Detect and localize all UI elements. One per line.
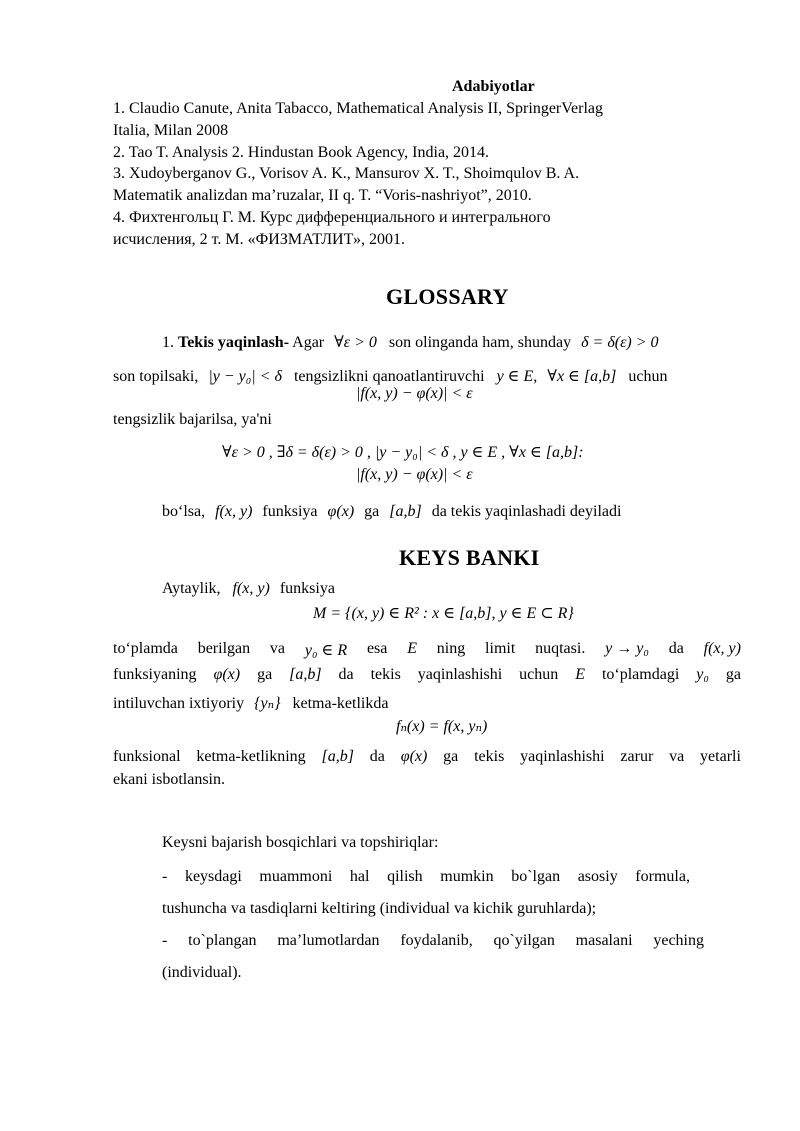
math-formula: ∀ε > 0 , ∃δ = δ(ε) > 0 , |y − y₀| < δ , y ∈ E , ∀x ∈ [a,b]: xyxy=(222,444,584,461)
text: bo`lgan xyxy=(511,868,561,885)
reference-line: 3. Xudoyberganov G., Vorisov A. K., Mansurov X. T., Shoimqulov B. A. xyxy=(113,165,580,182)
text: to‘plamdagi xyxy=(601,666,680,683)
math-formula: E xyxy=(407,640,417,657)
text: - xyxy=(162,868,168,885)
text: (individual). xyxy=(162,964,242,981)
text: esa xyxy=(366,640,388,657)
math-formula: ∀x ∈ [a,b] xyxy=(547,368,617,385)
text: son olinganda ham, shunday xyxy=(388,334,572,351)
math-formula: y₀ ∈ R xyxy=(304,642,348,659)
math-formula: ∀ε > 0 xyxy=(334,334,377,351)
keys-line-5 xyxy=(113,693,388,713)
text: berilgan xyxy=(197,640,251,657)
keys-line-1 xyxy=(162,580,335,598)
text: keysdagi xyxy=(184,868,242,885)
text: to`plangan xyxy=(188,932,257,949)
math-formula: M = {(x, y) ∈ R² : x ∈ [a,b], y ∈ E ⊂ R} xyxy=(313,605,574,622)
glossary-number: 1. xyxy=(162,334,174,351)
text: ga xyxy=(257,666,273,683)
reference-line: 1. Claudio Canute, Anita Tabacco, Mathematical Analysis II, SpringerVerlag xyxy=(113,100,604,117)
task-line-1 xyxy=(162,868,690,886)
math-formula: fₙ(x) = f(x, yₙ) xyxy=(396,718,488,735)
text: da xyxy=(668,640,684,657)
text: Agar xyxy=(292,334,325,351)
text: ekani isbotlansin. xyxy=(113,771,225,788)
text: tengsizlik bajarilsa, ya'ni xyxy=(113,411,272,428)
text: ning xyxy=(436,640,466,657)
text: hal xyxy=(349,868,370,885)
text: masalani xyxy=(575,932,633,949)
text: yaqinlashishi xyxy=(417,666,503,683)
text: tekis xyxy=(474,748,505,765)
text: yetarli xyxy=(700,748,741,765)
text: asosiy xyxy=(577,868,618,885)
text: to‘plamda xyxy=(113,640,178,657)
text: muammoni xyxy=(259,868,333,885)
keys-line-3 xyxy=(113,640,741,660)
math-formula: δ = δ(ε) > 0 xyxy=(581,334,659,351)
text: funksiyaning xyxy=(113,666,197,683)
text: da xyxy=(369,748,385,765)
reference-line: исчисления, 2 т. М. «ФИЗМАТЛИТ», 2001. xyxy=(113,231,405,248)
math-formula: y₀ xyxy=(696,666,709,683)
keys-line-4 xyxy=(113,666,741,684)
math-formula: y ∈ E xyxy=(496,368,534,385)
glossary-line-1 xyxy=(162,332,659,352)
text: va xyxy=(269,640,286,657)
text: uchun xyxy=(519,666,559,683)
math-formula: {yₙ} xyxy=(254,695,281,712)
text: ga xyxy=(364,503,380,520)
text: va xyxy=(669,748,685,765)
text: ketma-ketlikda xyxy=(292,695,389,712)
tasks-title: Keysni bajarish bosqichlari va topshiriqlar: xyxy=(162,834,439,851)
math-formula: φ(x) xyxy=(400,748,428,765)
text: ketma-ketlikning xyxy=(196,748,306,765)
text: ga xyxy=(725,666,741,683)
text: zarur xyxy=(620,748,654,765)
math-formula: [a,b] xyxy=(389,503,422,520)
text: - xyxy=(162,932,168,949)
reference-line: Italia, Milan 2008 xyxy=(113,122,229,139)
text: limit xyxy=(485,640,516,657)
text: mumkin xyxy=(440,868,494,885)
text: ga xyxy=(443,748,459,765)
text: Aytaylik, xyxy=(162,580,221,597)
glossary-term: Tekis yaqinlash- xyxy=(178,334,290,351)
glossary-line-3 xyxy=(162,503,621,521)
text: bo‘lsa, xyxy=(162,503,206,520)
text: tengsizlikni qanoatlantiruvchi xyxy=(293,368,485,385)
math-formula: |f(x, y) − φ(x)| < ε xyxy=(356,385,473,402)
keys-line-7 xyxy=(113,748,741,766)
keys-title: KEYS BANKI xyxy=(399,545,540,570)
math-formula: φ(x) xyxy=(327,503,355,520)
math-formula: [a,b] xyxy=(289,666,322,683)
text: da xyxy=(338,666,354,683)
math-formula: [a,b] xyxy=(321,748,354,765)
reference-line: Matematik analizdan ma’ruzalar, II q. T. “Voris-nashriyot”, 2010. xyxy=(113,187,532,204)
glossary-line-2 xyxy=(113,366,667,386)
text: intiluvchan ixtiyoriy xyxy=(113,695,245,712)
math-formula: f(x, y) xyxy=(215,503,253,520)
text: funksiya xyxy=(279,580,335,597)
text: da tekis yaqinlashadi deyiladi xyxy=(431,503,622,520)
text: foydalanib, xyxy=(400,932,473,949)
task-line-3 xyxy=(162,932,704,950)
math-formula: f(x, y) xyxy=(232,580,270,597)
references-title: Adabiyotlar xyxy=(452,78,535,95)
text: nuqtasi. xyxy=(535,640,586,657)
text: son topilsaki, xyxy=(113,368,199,385)
text: uchun xyxy=(628,368,668,385)
text: yaqinlashishi xyxy=(520,748,605,765)
text: funksional xyxy=(113,748,181,765)
reference-line: 4. Фихтенгольц Г. М. Курс дифференциального и интегрального xyxy=(113,209,551,226)
reference-line: 2. Tao T. Analysis 2. Hindustan Book Agency, India, 2014. xyxy=(113,144,490,161)
text: tushuncha va tasdiqlarni keltiring (individual va kichik guruhlarda); xyxy=(162,900,597,917)
math-formula: E xyxy=(575,666,585,683)
text: tekis xyxy=(370,666,401,683)
math-formula: |y − y₀| < δ xyxy=(208,368,282,385)
math-formula: y → y₀ xyxy=(605,640,649,657)
text: qilish xyxy=(387,868,423,885)
text: ma’lumotlardan xyxy=(277,932,380,949)
text: funksiya xyxy=(262,503,318,520)
glossary-title: GLOSSARY xyxy=(386,284,509,309)
math-formula: f(x, y) xyxy=(703,640,741,657)
text: formula, xyxy=(635,868,690,885)
text: yeching xyxy=(653,932,704,949)
text: , xyxy=(533,368,538,385)
text: qo`yilgan xyxy=(493,932,555,949)
math-formula: φ(x) xyxy=(213,666,241,683)
math-formula: |f(x, y) − φ(x)| < ε xyxy=(356,466,473,483)
